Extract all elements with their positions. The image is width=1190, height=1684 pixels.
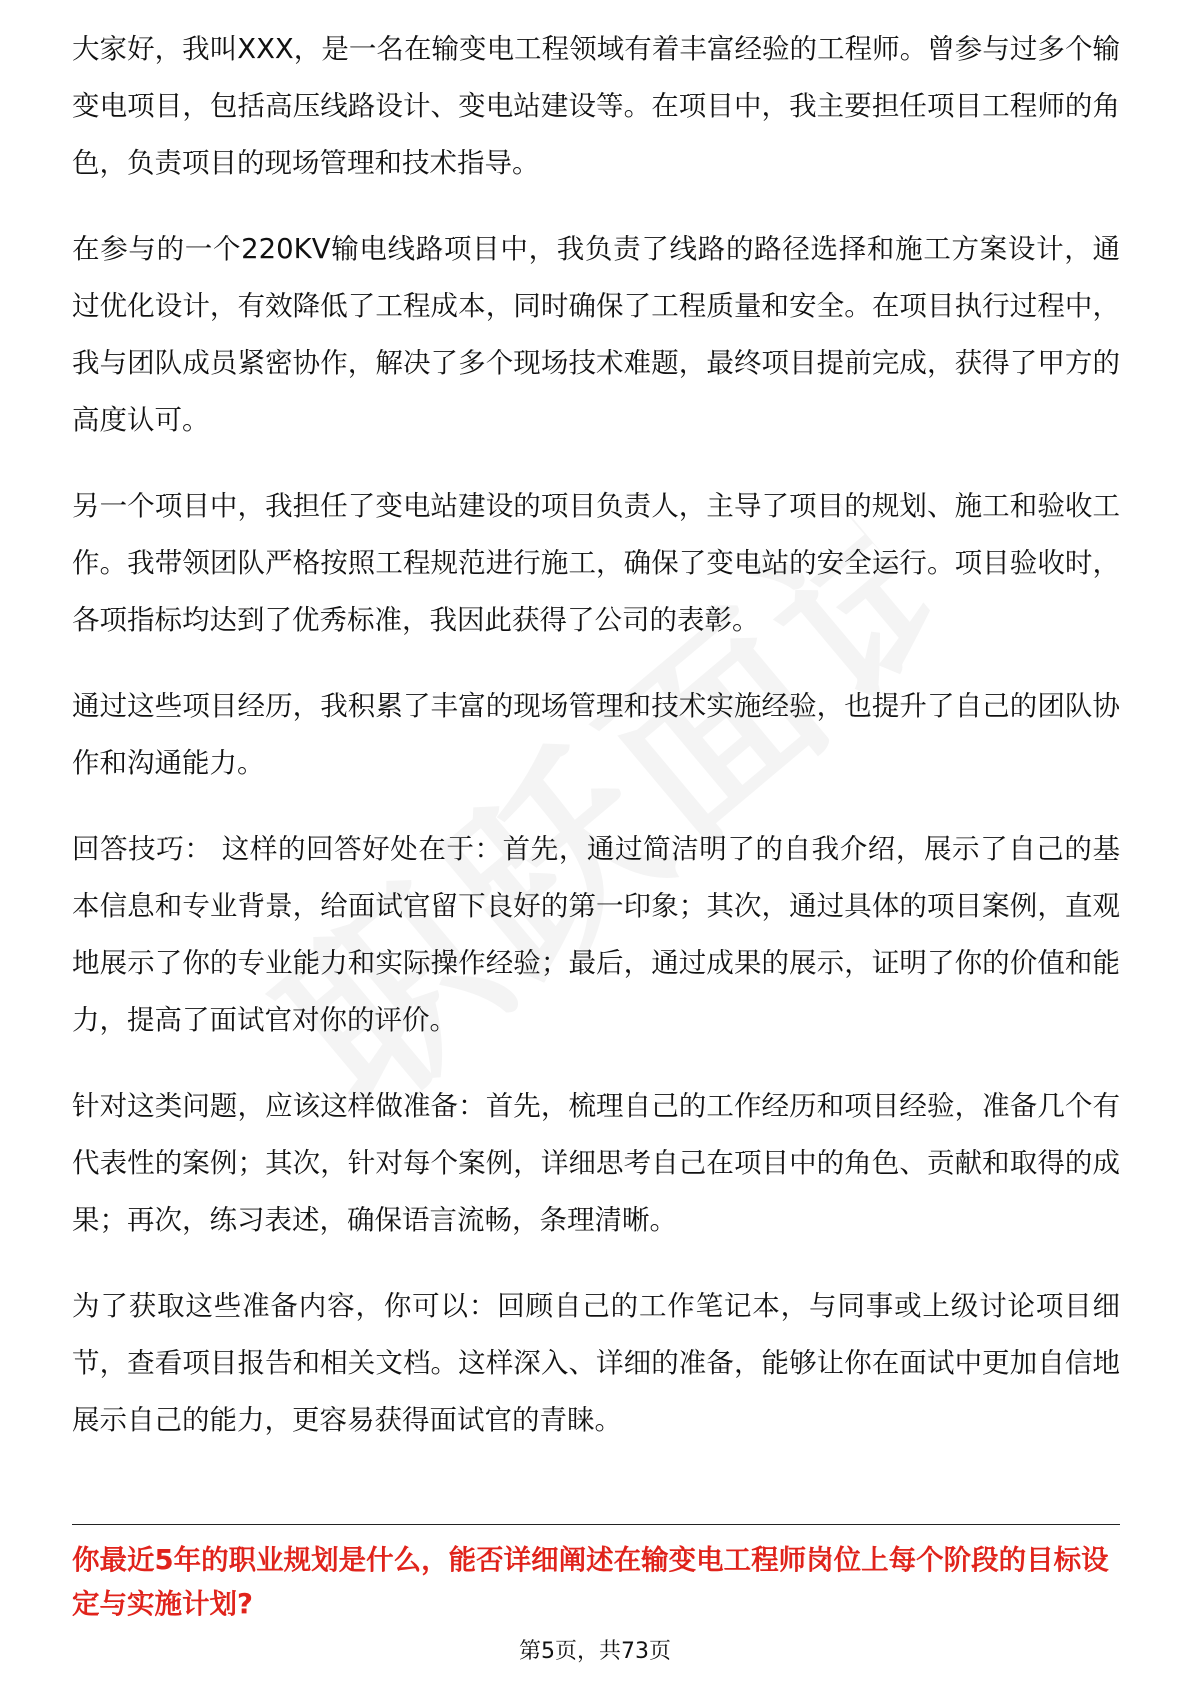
paragraph-sources: 为了获取这些准备内容，你可以：回顾自己的工作笔记本，与同事或上级讨论项目细节，查看项目报告和相关文档。这样深入、详细的准备，能够让你在面试中更加自信地展示自己的能力，更容易获得面试官的青睐。	[72, 1290, 1120, 1436]
body-content	[72, 30, 1120, 1478]
paragraph-preparation: 针对这类问题，应该这样做准备：首先，梳理自己的工作经历和项目经验，准备几个有代表性的案例；其次，针对每个案例，详细思考自己在项目中的角色、贡献和取得的成果；再次，练习表述，确保语言流畅，条理清晰。	[72, 1090, 1120, 1236]
paragraph-project-substation: 另一个项目中，我担任了变电站建设的项目负责人，主导了项目的规划、施工和验收工作。我带领团队严格按照工程规范进行施工，确保了变电站的安全运行。项目验收时，各项指标均达到了优秀标准，我因此获得了公司的表彰。	[72, 490, 1120, 636]
paragraph-answer-tips: 回答技巧： 这样的回答好处在于：首先，通过简洁明了的自我介绍，展示了自己的基本信息和专业背景，给面试官留下良好的第一印象；其次，通过具体的项目案例，直观地展示了你的专业能力和实际操作经验；最后，通过成果的展示，证明了你的价值和能力，提高了面试官对你的评价。	[72, 833, 1120, 1036]
paragraph-intro: 大家好，我叫XXX，是一名在输变电工程领域有着丰富经验的工程师。曾参与过多个输变电项目，包括高压线路设计、变电站建设等。在项目中，我主要担任项目工程师的角色，负责项目的现场管理和技术指导。	[72, 33, 1120, 179]
paragraph-project-220kv: 在参与的一个220KV输电线路项目中，我负责了线路的路径选择和施工方案设计，通过优化设计，有效降低了工程成本，同时确保了工程质量和安全。在项目执行过程中，我与团队成员紧密协作，解决了多个现场技术难题，最终项目提前完成，获得了甲方的高度认可。	[72, 233, 1120, 436]
paragraph-summary: 通过这些项目经历，我积累了丰富的现场管理和技术实施经验，也提升了自己的团队协作和沟通能力。	[72, 690, 1120, 779]
section-divider	[72, 1524, 1120, 1525]
interview-question: 你最近5年的职业规划是什么，能否详细阐述在输变电工程师岗位上每个阶段的目标设定与实施计划?	[72, 1544, 1109, 1620]
page-number: 第5页，共73页	[519, 1639, 671, 1664]
